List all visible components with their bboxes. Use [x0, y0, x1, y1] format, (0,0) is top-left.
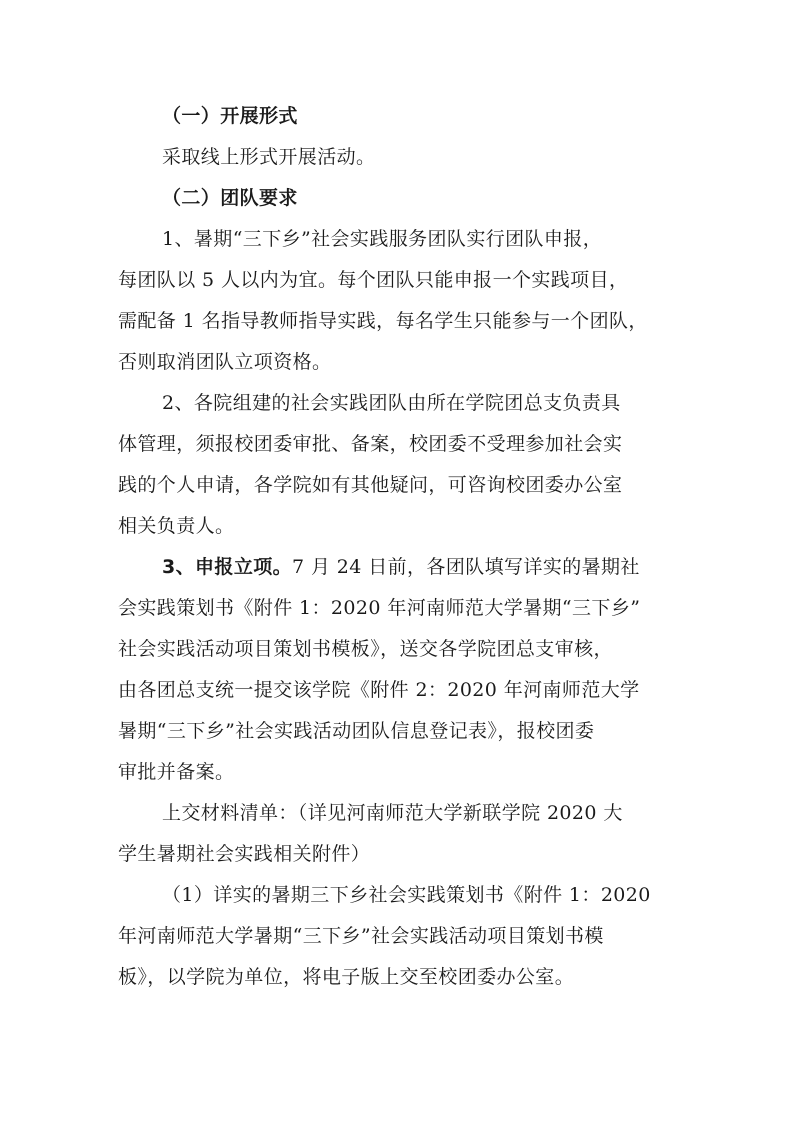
text-span: 7 月 24 日前，各团队填写详实的暑期社 [292, 556, 640, 578]
text-line [118, 547, 678, 588]
text-line: 由各团总支统一提交该学院《附件 2：2020 年河南师范大学 [118, 679, 640, 701]
paragraph-format-text: 采取线上形式开展活动。 [162, 146, 376, 168]
text-line: 需配备 1 名指导教师指导实践，每名学生只能参与一个团队， [118, 310, 648, 332]
text-line: 学生暑期社会实践相关附件） [118, 843, 371, 865]
paragraph-team-requirement-2 [118, 383, 678, 547]
paragraph-materials-list [118, 793, 678, 875]
paragraph-material-item-1 [118, 875, 678, 998]
application-label: 3、申报立项。 [162, 556, 293, 578]
text-line: 年河南师范大学暑期“三下乡”社会实践活动项目策划书模 [118, 925, 604, 947]
text-line: 2、各院组建的社会实践团队由所在学院团总支负责具 [162, 392, 621, 414]
text-line: 体管理，须报校团委审批、备案，校团委不受理参加社会实 [118, 433, 623, 455]
text-line: 践的个人申请，各学院如有其他疑问，可咨询校团委办公室 [118, 474, 623, 496]
text-line: 每团队以 5 人以内为宜。每个团队只能申报一个实践项目， [118, 269, 629, 291]
document-body [118, 96, 678, 998]
paragraph-application [118, 547, 678, 793]
text-line: 社会实践活动项目策划书模板》，送交各学院团总支审核， [118, 638, 613, 660]
text-line: 板》，以学院为单位，将电子版上交至校团委办公室。 [118, 966, 575, 988]
text-line: 审批并备案。 [118, 761, 235, 783]
paragraph-team-requirement-1 [118, 219, 678, 383]
text-line: 会实践策划书《附件 1：2020 年河南师范大学暑期“三下乡” [118, 597, 641, 619]
text-line: （1）详实的暑期三下乡社会实践策划书《附件 1：2020 [162, 884, 651, 906]
text-line: 否则取消团队立项资格。 [118, 351, 332, 373]
text-line: 上交材料清单：（详见河南师范大学新联学院 2020 大 [162, 802, 623, 824]
text-line: 1、暑期“三下乡”社会实践服务团队实行团队申报， [162, 228, 603, 250]
text-line: 相关负责人。 [118, 515, 235, 537]
section-heading-team: （二）团队要求 [162, 187, 298, 209]
section-heading-format: （一）开展形式 [162, 105, 298, 127]
text-line: 暑期“三下乡”社会实践活动团队信息登记表》，报校团委 [118, 720, 595, 742]
